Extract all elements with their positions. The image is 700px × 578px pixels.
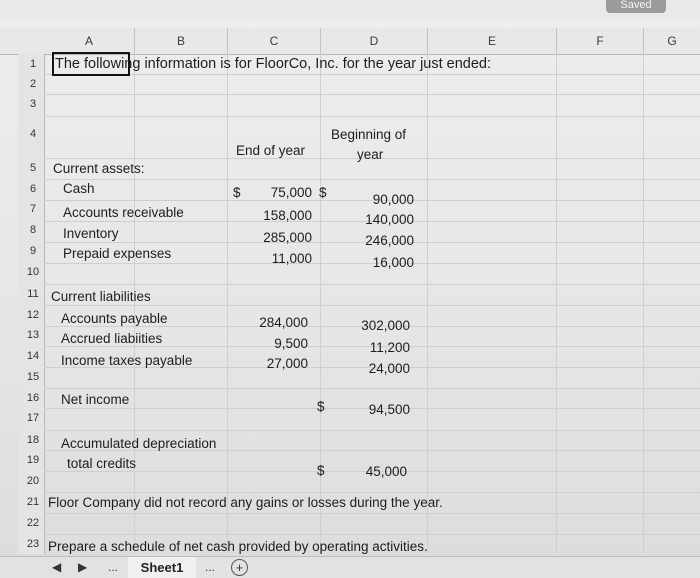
ar-end-value[interactable]: 158,000 — [263, 208, 312, 223]
label-current-liabilities[interactable]: Current liabilities — [51, 289, 151, 304]
grid-line — [44, 284, 700, 285]
grid-line — [44, 305, 700, 306]
sheet-tab-overflow[interactable]: ... — [205, 560, 216, 574]
row-number[interactable]: 22 — [26, 517, 40, 529]
saved-status-badge: Saved — [606, 0, 666, 13]
label-inventory[interactable]: Inventory — [63, 226, 119, 241]
sheet-tab-sheet1[interactable]: Sheet1 — [128, 557, 196, 578]
label-net-income[interactable]: Net income — [61, 392, 130, 407]
row-number[interactable]: 1 — [29, 58, 37, 70]
row-number[interactable]: 3 — [29, 98, 37, 110]
column-header-b[interactable]: B — [135, 28, 228, 54]
cell-a1-title[interactable]: The following information is for FloorCo, Inc. for the year just ended: — [55, 56, 492, 72]
column-header-c[interactable]: C — [228, 28, 321, 54]
row-number[interactable]: 17 — [26, 412, 40, 424]
row-number[interactable]: 11 — [27, 288, 39, 300]
row-number[interactable]: 20 — [26, 475, 40, 487]
row-number[interactable]: 16 — [26, 392, 40, 404]
accrued-begin-value[interactable]: 11,200 — [369, 340, 410, 355]
header-end-of-year[interactable]: End of year — [236, 143, 306, 158]
column-header-row — [0, 28, 700, 55]
grid-line — [44, 74, 700, 75]
grid-line — [134, 54, 135, 554]
label-accrued-liabilities[interactable]: Accrued liabiities — [61, 331, 163, 346]
cash-end-value[interactable]: 75,000 — [270, 185, 312, 200]
net-income-dollar: $ — [317, 399, 325, 414]
label-cash[interactable]: Cash — [63, 181, 95, 196]
ap-end-value[interactable]: 284,000 — [259, 315, 308, 330]
grid-line — [44, 492, 700, 493]
row-number[interactable]: 14 — [26, 350, 40, 362]
row-number[interactable]: 2 — [29, 78, 37, 90]
row-number[interactable]: 4 — [29, 128, 37, 140]
row-number[interactable]: 10 — [26, 266, 40, 278]
label-accumulated-depreciation[interactable]: Accumulated depreciation — [61, 436, 217, 451]
label-income-taxes-payable[interactable]: Income taxes payable — [61, 353, 193, 368]
top-toolbar — [0, 0, 700, 20]
row-number[interactable]: 19 — [26, 454, 40, 466]
inventory-end-value[interactable]: 285,000 — [263, 230, 312, 245]
next-sheet-arrow-icon[interactable]: ▶ — [78, 560, 88, 574]
row-number[interactable]: 12 — [26, 309, 40, 321]
row-number[interactable]: 23 — [26, 538, 40, 550]
column-header-f[interactable]: F — [557, 28, 644, 54]
column-header-g[interactable]: G — [667, 34, 677, 48]
row-number[interactable]: 5 — [29, 162, 37, 174]
grid-line — [44, 116, 700, 117]
header-beginning-of-year-line2[interactable]: year — [357, 147, 384, 162]
column-header-d[interactable]: D — [321, 28, 428, 54]
label-accounts-receivable[interactable]: Accounts receivable — [63, 205, 184, 220]
ap-begin-value[interactable]: 302,000 — [361, 318, 410, 333]
add-sheet-icon[interactable]: + — [231, 559, 248, 576]
grid-line — [320, 54, 321, 554]
label-current-assets[interactable]: Current assets: — [53, 161, 145, 176]
cash-dollar-end: $ — [233, 185, 241, 200]
sheet-list-ellipsis[interactable]: ... — [108, 560, 119, 574]
note-no-gains-losses[interactable]: Floor Company did not record any gains or losses during the year. — [48, 495, 443, 510]
column-header-a[interactable]: A — [44, 28, 135, 54]
row-number[interactable]: 8 — [29, 224, 37, 236]
grid-line — [556, 54, 557, 554]
grid-line — [427, 54, 428, 554]
grid-line — [44, 513, 700, 514]
label-prepaid-expenses[interactable]: Prepaid expenses — [63, 246, 172, 261]
task-prepare-schedule[interactable]: Prepare a schedule of net cash provided by operating activities. — [48, 539, 428, 554]
row-number[interactable]: 6 — [29, 183, 37, 195]
row-number[interactable]: 9 — [29, 245, 37, 257]
cash-begin-value[interactable]: 90,000 — [372, 192, 414, 207]
tax-end-value[interactable]: 27,000 — [266, 356, 308, 371]
sheet-tab-bar — [0, 556, 700, 578]
row-number[interactable]: 21 — [26, 496, 40, 508]
accrued-end-value[interactable]: 9,500 — [274, 336, 308, 351]
grid-line — [44, 179, 700, 180]
header-beginning-of-year-line1[interactable]: Beginning of — [331, 127, 407, 142]
grid-line — [44, 94, 700, 95]
prepaid-end-value[interactable]: 11,000 — [271, 251, 312, 266]
grid-line — [44, 430, 700, 431]
label-total-credits[interactable]: total credits — [67, 456, 137, 471]
label-accounts-payable[interactable]: Accounts payable — [61, 311, 168, 326]
inventory-begin-value[interactable]: 246,000 — [365, 233, 414, 248]
grid-line — [44, 534, 700, 535]
prev-sheet-arrow-icon[interactable]: ◀ — [52, 560, 62, 574]
total-credits-value[interactable]: 45,000 — [365, 464, 407, 479]
row-number[interactable]: 15 — [26, 371, 40, 383]
tax-begin-value[interactable]: 24,000 — [368, 361, 410, 376]
grid-line — [44, 388, 700, 389]
column-header-e[interactable]: E — [428, 28, 557, 54]
total-credits-dollar: $ — [317, 463, 325, 478]
net-income-value[interactable]: 94,500 — [368, 402, 410, 417]
grid-line — [643, 54, 644, 554]
prepaid-begin-value[interactable]: 16,000 — [372, 255, 414, 270]
row-number[interactable]: 18 — [26, 434, 40, 446]
ar-begin-value[interactable]: 140,000 — [365, 212, 414, 227]
grid-line — [227, 54, 228, 554]
cash-dollar-begin: $ — [319, 185, 327, 200]
row-number[interactable]: 13 — [26, 329, 40, 341]
row-number[interactable]: 7 — [29, 203, 37, 215]
